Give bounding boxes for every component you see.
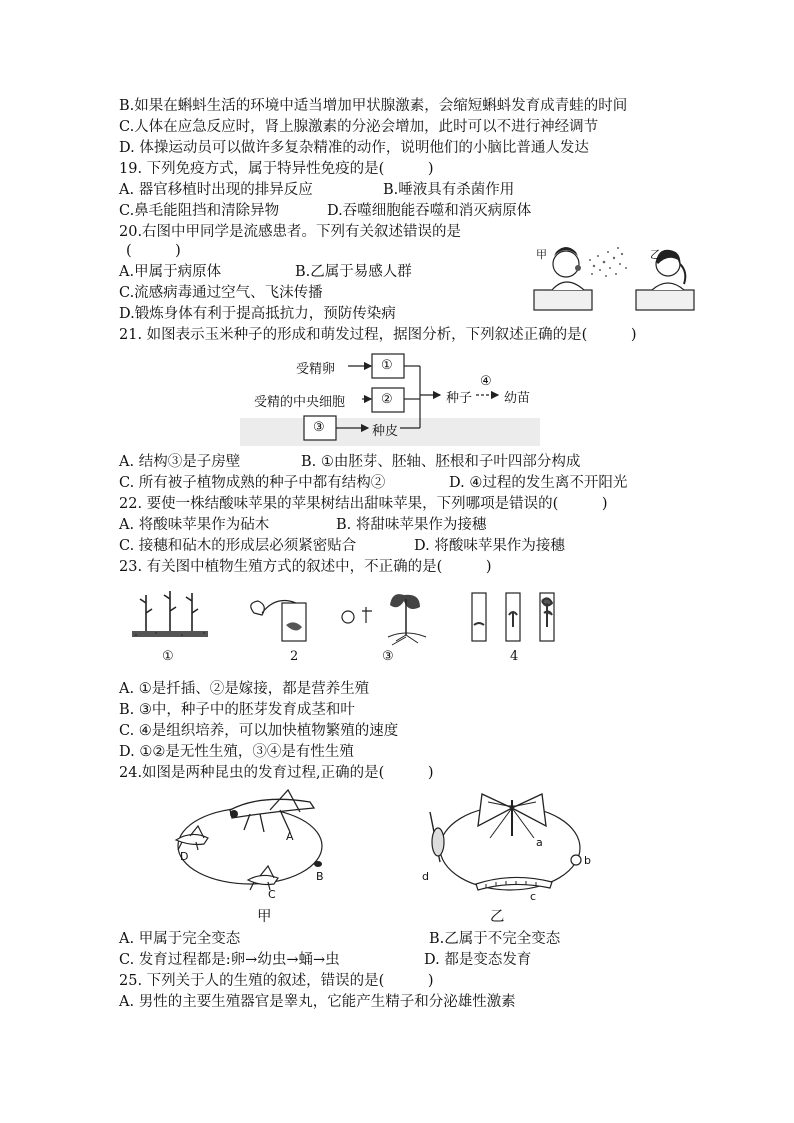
label-seedling: 幼苗	[504, 391, 531, 406]
q21-option-d: D. ④过程的发生离不开阳光	[449, 475, 628, 491]
label-seed-coat: 种皮	[372, 424, 399, 439]
plant-fig-label-3: ③	[382, 649, 394, 664]
figure-caption-yi: 乙	[490, 909, 505, 925]
plant-fig-label-4: 4	[510, 649, 519, 664]
q22-option-a: A. 将酸味苹果作为砧木	[119, 517, 270, 533]
q25-option-a: A. 男性的主要生殖器官是睾丸，它能产生精子和分泌雄性激素	[119, 994, 516, 1010]
q20-option-c: C.流感病毒通过空气、飞沫传播	[119, 285, 323, 301]
q19-option-d: D.吞噬细胞能吞噬和消灭病原体	[327, 203, 532, 219]
q23-option-c: C. ④是组织培养，可以加快植物繁殖的速度	[119, 723, 399, 739]
grasshopper-life-cycle	[160, 784, 340, 904]
label-box-2: ②	[381, 392, 393, 407]
q24-option-b: B.乙属于不完全变态	[429, 931, 561, 947]
q21-stem: 21. 如图表示玉米种子的形成和萌发过程，据图分析，下列叙述正确的是( )	[119, 327, 637, 343]
butterfly-label-a: a	[536, 836, 543, 849]
butterfly-label-c: c	[530, 890, 537, 903]
label-box-1: ①	[381, 358, 393, 373]
q24-option-a: A. 甲属于完全变态	[119, 931, 241, 947]
butterfly-life-cycle	[416, 792, 602, 904]
label-fertilized-central-cell: 受精的中央细胞	[254, 395, 346, 410]
q21-option-c: C. 所有被子植物成熟的种子中都有结构②	[119, 475, 386, 491]
q18-option-d: D. 体操运动员可以做许多复杂精准的动作，说明他们的小脑比普通人发达	[119, 140, 589, 156]
q19-option-a: A. 器官移植时出现的排异反应	[119, 182, 313, 198]
q20-paren: ( )	[126, 243, 181, 259]
q24-option-d: D. 都是变态发育	[424, 952, 532, 968]
figure-caption-jia: 甲	[257, 909, 272, 925]
q22-stem: 22. 要使一株结酸味苹果的苹果树结出甜味苹果，下列哪项是错误的( )	[119, 496, 608, 512]
q23-option-b: B. ③中，种子中的胚芽发育成茎和叶	[119, 702, 355, 718]
q21-option-a: A. 结构③是子房壁	[119, 454, 241, 470]
q20-stem: 20.右图中甲同学是流感患者。下列有关叙述错误的是	[119, 224, 462, 240]
figure-label-yi: 乙	[650, 248, 661, 261]
q19-option-b: B.唾液具有杀菌作用	[383, 182, 515, 198]
q19-option-c: C.鼻毛能阻挡和清除异物	[119, 203, 280, 219]
q22-option-d: D. 将酸味苹果作为接穗	[414, 538, 565, 554]
butterfly-label-b: b	[584, 854, 591, 867]
plant-fig-label-1: ①	[162, 649, 174, 664]
flu-students-figure	[528, 238, 698, 314]
grasshopper-label-c: C	[268, 888, 276, 901]
q24-stem: 24.如图是两种昆虫的发育过程,正确的是( )	[119, 765, 434, 781]
q24-option-c: C. 发育过程都是:卵→幼虫→蛹→虫	[119, 952, 340, 968]
figure-label-jia: 甲	[536, 248, 547, 261]
q23-option-a: A. ①是扦插、②是嫁接，都是营养生殖	[119, 681, 370, 697]
q20-option-b: B.乙属于易感人群	[295, 264, 412, 280]
q22-option-b: B. 将甜味苹果作为接穗	[336, 517, 487, 533]
grasshopper-label-d: D	[180, 850, 189, 863]
q25-stem: 25. 下列关于人的生殖的叙述，错误的是( )	[119, 973, 434, 989]
q22-option-c: C. 接穗和砧木的形成层必须紧密贴合	[119, 538, 357, 554]
butterfly-label-d: d	[422, 870, 429, 883]
q21-option-b: B. ①由胚芽、胚轴、胚根和子叶四部分构成	[301, 454, 581, 470]
plant-reproduction-figure	[126, 585, 576, 670]
grasshopper-label-a: A	[286, 830, 294, 843]
q20-option-a: A.甲属于病原体	[119, 264, 222, 280]
grasshopper-label-b: B	[316, 870, 324, 883]
q18-option-c: C.人体在应急反应时，肾上腺激素的分泌会增加，此时可以不进行神经调节	[119, 119, 599, 135]
label-seed: 种子	[446, 391, 473, 406]
corn-seed-diagram	[240, 348, 540, 448]
q19-stem: 19. 下列免疫方式，属于特异性免疫的是( )	[119, 161, 434, 177]
q23-stem: 23. 有关图中植物生殖方式的叙述中，不正确的是( )	[119, 559, 492, 575]
label-fertilized-egg: 受精卵	[296, 362, 336, 377]
q23-option-d: D. ①②是无性生殖，③④是有性生殖	[119, 744, 354, 760]
label-step-4: ④	[480, 374, 492, 389]
q20-option-d: D.锻炼身体有利于提高抵抗力，预防传染病	[119, 306, 396, 322]
q18-option-b: B.如果在蝌蚪生活的环境中适当增加甲状腺激素，会缩短蝌蚪发育成青蛙的时间	[119, 98, 628, 114]
plant-fig-label-2: 2	[290, 649, 299, 664]
label-box-3: ③	[313, 420, 325, 435]
